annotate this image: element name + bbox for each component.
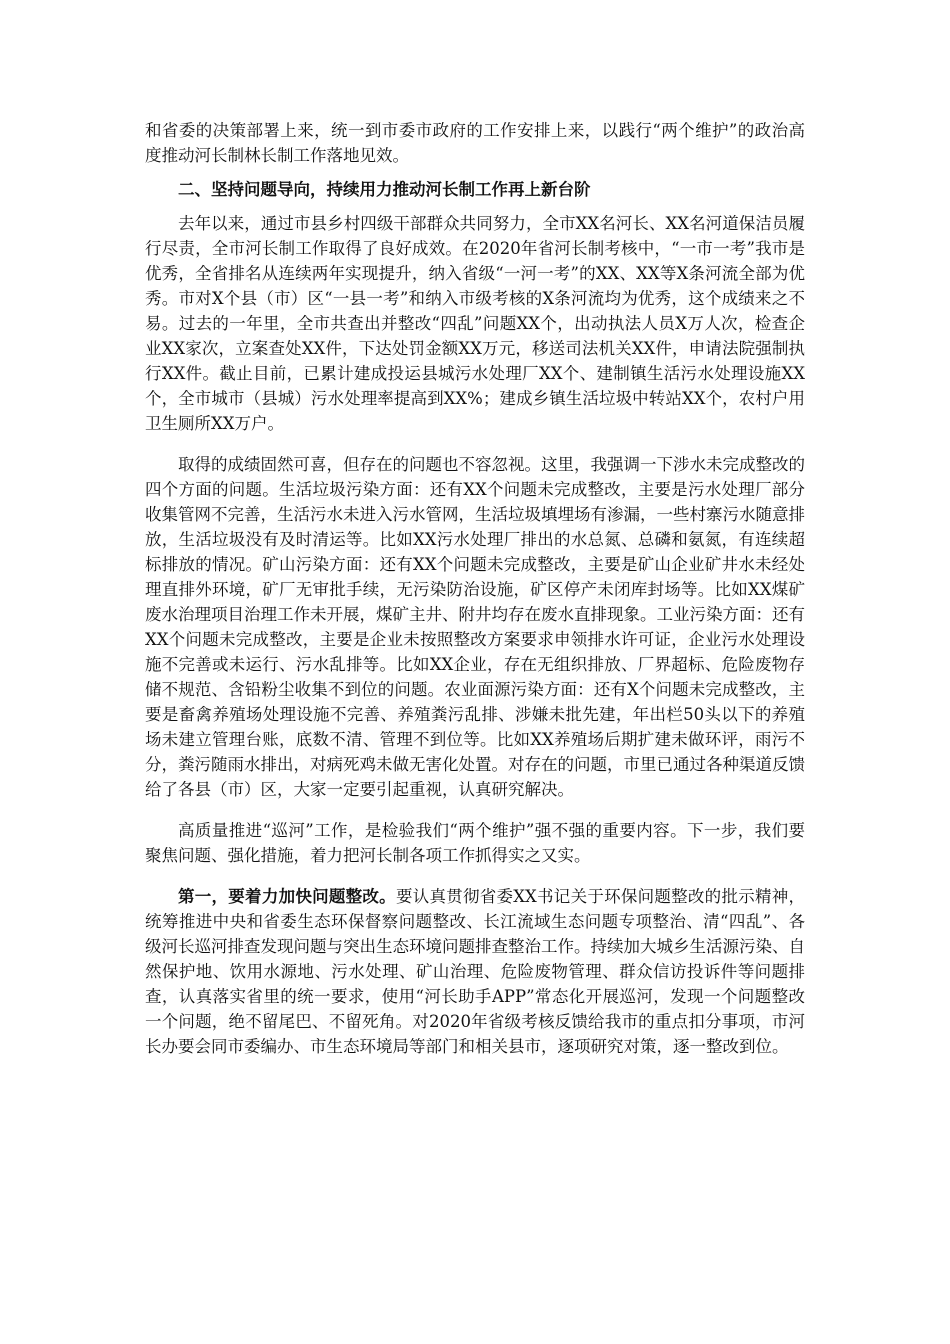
document-page: [145, 118, 805, 1059]
paragraph-achievements: 去年以来，通过市县乡村四级干部群众共同努力，全市XX名河长、XX名河道保洁员履行尽责，全市河长制工作取得了良好成效。在2020年省河长制考核中，“一市一考”我市是优秀，全省排名从连续两年实现提升，纳入省级“一河一考”的XX、XX等X条河流全部为优秀。市对X个县（市）区“一县一考”和纳入市级考核的X条河流均为优秀，这个成绩来之不易。过去的一年里，全市共查出并整改“四乱”问题XX个，出动执法人员X万人次，检查企业XX家次，立案查处XX件，下达处罚金额XX万元，移送司法机关XX件，申请法院强制执行XX件。截止目前，已累计建成投运县城污水处理厂XX个、建制镇生活污水处理设施XX个，全市城市（县城）污水处理率提高到XX%；建成乡镇生活垃圾中转站XX个，农村户用卫生厕所XX万户。: [145, 214, 805, 433]
first-measure-body: 要认真贯彻省委XX书记关于环保问题整改的批示精神，统筹推进中央和省委生态环保督察问题整改、长江流域生态问题专项整治、清“四乱”、各级河长巡河排查发现问题与突出生态环境问题排查整治工作。持续加大城乡生活源污染、自然保护地、饮用水源地、污水处理、矿山治理、危险废物管理、群众信访投诉件等问题排查，认真落实省里的统一要求，使用“河长助手APP”常态化开展巡河，发现一个问题整改一个问题，绝不留尾巴、不留死角。对2020年省级考核反馈给我市的重点扣分事项，市河长办要会同市委编办、市生态环境局等部门和相关县市，逐项研究对策，逐一整改到位。: [145, 887, 806, 1056]
paragraph-next-steps: 高质量推进“巡河”工作，是检验我们“两个维护”强不强的重要内容。下一步，我们要聚焦问题、强化措施，着力把河长制各项工作抓得实之又实。: [145, 821, 805, 865]
section-heading: 二、坚持问题导向，持续用力推动河长制工作再上新台阶: [178, 180, 591, 199]
paragraph-problems: 取得的成绩固然可喜，但存在的问题也不容忽视。这里，我强调一下涉水未完成整改的四个方面的问题。生活垃圾污染方面：还有XX个问题未完成整改，主要是污水处理厂部分收集管网不完善，生活污水未进入污水管网，生活垃圾填埋场有渗漏，一些村寨污水随意排放，生活垃圾没有及时清运等。比如XX污水处理厂排出的水总氮、总磷和氨氮，有连续超标排放的情况。矿山污染方面：还有XX个问题未完成整改，主要是矿山企业矿井水未经处理直排外环境，矿厂无审批手续，无污染防治设施，矿区停产未闭库封场等。比如XX煤矿废水治理项目治理工作未开展，煤矿主井、附井均存在废水直排现象。工业污染方面：还有XX个问题未完成整改，主要是企业未按照整改方案要求申领排水许可证，企业污水处理设施不完善或未运行、污水乱排等。比如XX企业，存在无组织排放、厂界超标、危险废物存储不规范、含铅粉尘收集不到位的问题。农业面源污染方面：还有X个问题未完成整改，主要是畜禽养殖场处理设施不完善、养殖粪污乱排、涉嫌未批先建，年出栏50头以下的养殖场未建立管理台账，底数不清、管理不到位等。比如XX养殖场后期扩建未做环评，雨污不分，粪污随雨水排出，对病死鸡未做无害化处置。对存在的问题，市里已通过各种渠道反馈给了各县（市）区，大家一定要引起重视，认真研究解决。: [145, 455, 805, 799]
paragraph-continuation: 和省委的决策部署上来，统一到市委市政府的工作安排上来，以践行“两个维护”的政治高度推动河长制林长制工作落地见效。: [145, 121, 805, 165]
paragraph-first-measure: [145, 884, 805, 1059]
first-measure-lead: 第一，要着力加快问题整改。: [178, 887, 396, 906]
